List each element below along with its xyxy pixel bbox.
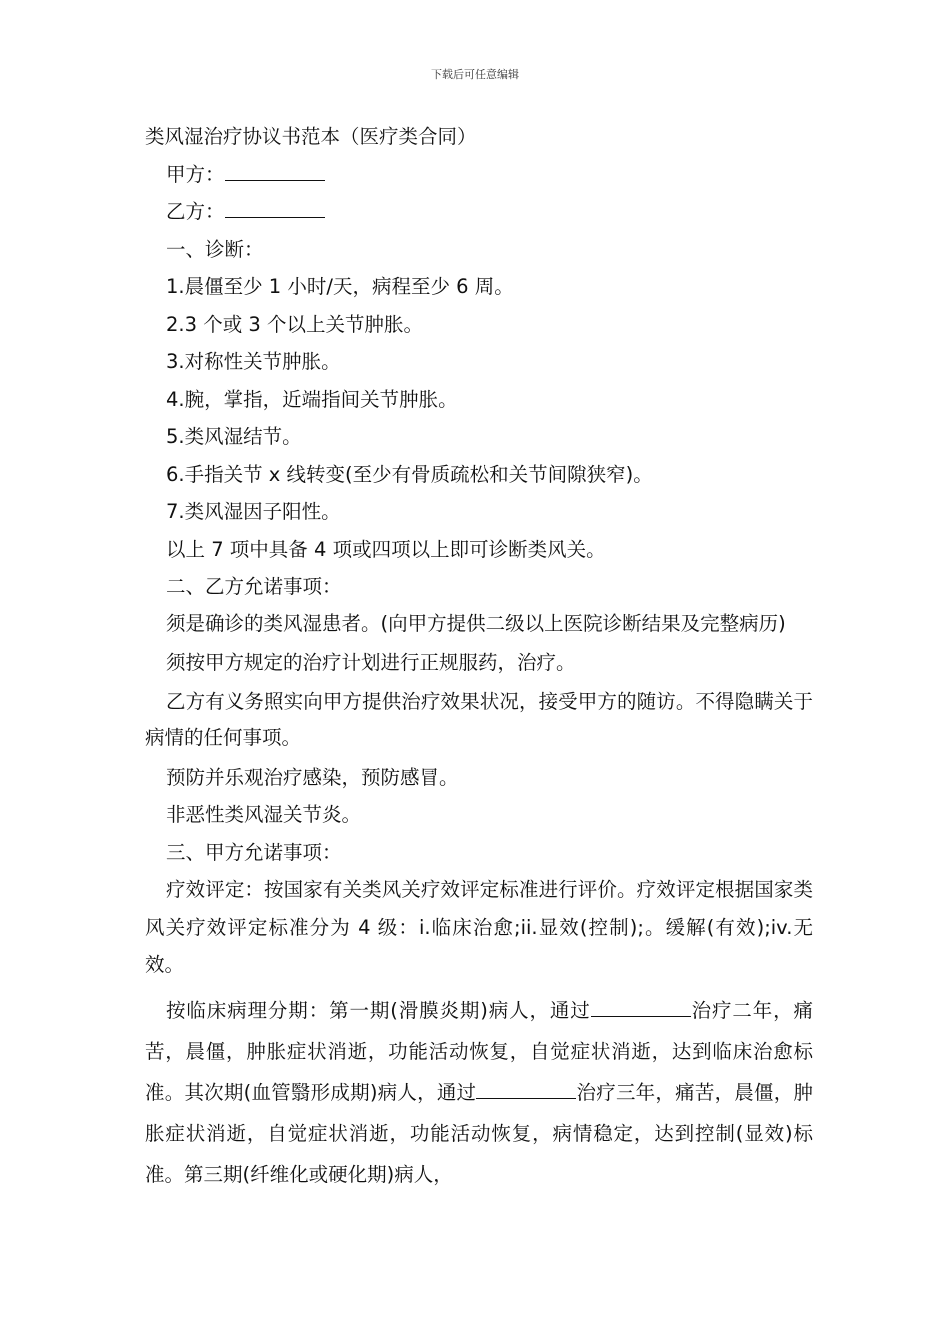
diagnosis-summary: 以上 7 项中具备 4 项或四项以上即可诊断类风关。 [166,537,606,561]
party-a-blank [225,162,325,181]
obligation-item: 预防并乐观治疗感染，预防感冒。 [166,765,459,789]
staging-text: 治疗三年，痛苦，晨僵，肿胀症状消逝，自觉症状消逝，功能活动恢复，病情稳定，达到控制(显效)标准。第三期(纤维化或硬化期)病人， [145,1080,813,1186]
party-b-blank [225,199,325,218]
obligation-item: 乙方有义务照实向甲方提供治疗效果状况，接受甲方的随访。不得隐瞒关于病情的任何事项。 [145,689,813,749]
party-b-label: 乙方： [166,200,225,223]
treatment-blank [591,998,691,1017]
section1-heading: 一、诊断： [166,237,264,261]
diagnosis-item: 7.类风湿因子阳性。 [166,500,341,523]
section2-heading: 二、乙方允诺事项： [166,575,342,598]
party-a-label: 甲方： [166,162,225,186]
document-title: 类风湿治疗协议书范本（医疗类合同） [145,125,477,148]
staging-paragraph [145,990,813,1195]
evaluation-paragraph: 疗效评定：按国家有关类风关疗效评定标准进行评价。疗效评定根据国家类风关疗效评定标准分为 4 级：i.临床治愈;ii.显效(控制);。缓解(有效);iv.无效。 [145,878,813,976]
staging-text: 按临床病理分期：第一期(滑膜炎期)病人，通过 [166,998,591,1022]
diagnosis-item: 1.晨僵至少 1 小时/天，病程至少 6 周。 [166,275,514,298]
diagnosis-item: 5.类风湿结节。 [166,425,302,448]
obligation-item: 须按甲方规定的治疗计划进行正规服药，治疗。 [166,651,576,674]
staging-text: 治疗二年，痛苦，晨僵，肿胀症状消逝，功能活动恢复，自觉症状消逝，达到临床治愈标准。其次期(血管翳形成期)病人，通过 [145,998,813,1104]
document-body [145,118,813,1195]
diagnosis-item: 4.腕，掌指，近端指间关节肿胀。 [166,387,458,411]
party-a-line [145,156,813,194]
section3-heading: 三、甲方允诺事项： [166,840,342,864]
treatment-blank [476,1080,576,1099]
party-b-line [145,193,813,231]
diagnosis-item: 6.手指关节 x 线转变(至少有骨质疏松和关节间隙狭窄)。 [166,462,653,486]
diagnosis-item: 2.3 个或 3 个以上关节肿胀。 [166,312,424,336]
diagnosis-item: 3.对称性关节肿胀。 [166,350,341,373]
obligation-item: 非恶性类风湿关节炎。 [166,803,362,826]
header-note: 下载后可任意编辑 [431,68,519,81]
obligation-item: 须是确诊的类风湿患者。(向甲方提供二级以上医院诊断结果及完整病历) [166,611,786,635]
